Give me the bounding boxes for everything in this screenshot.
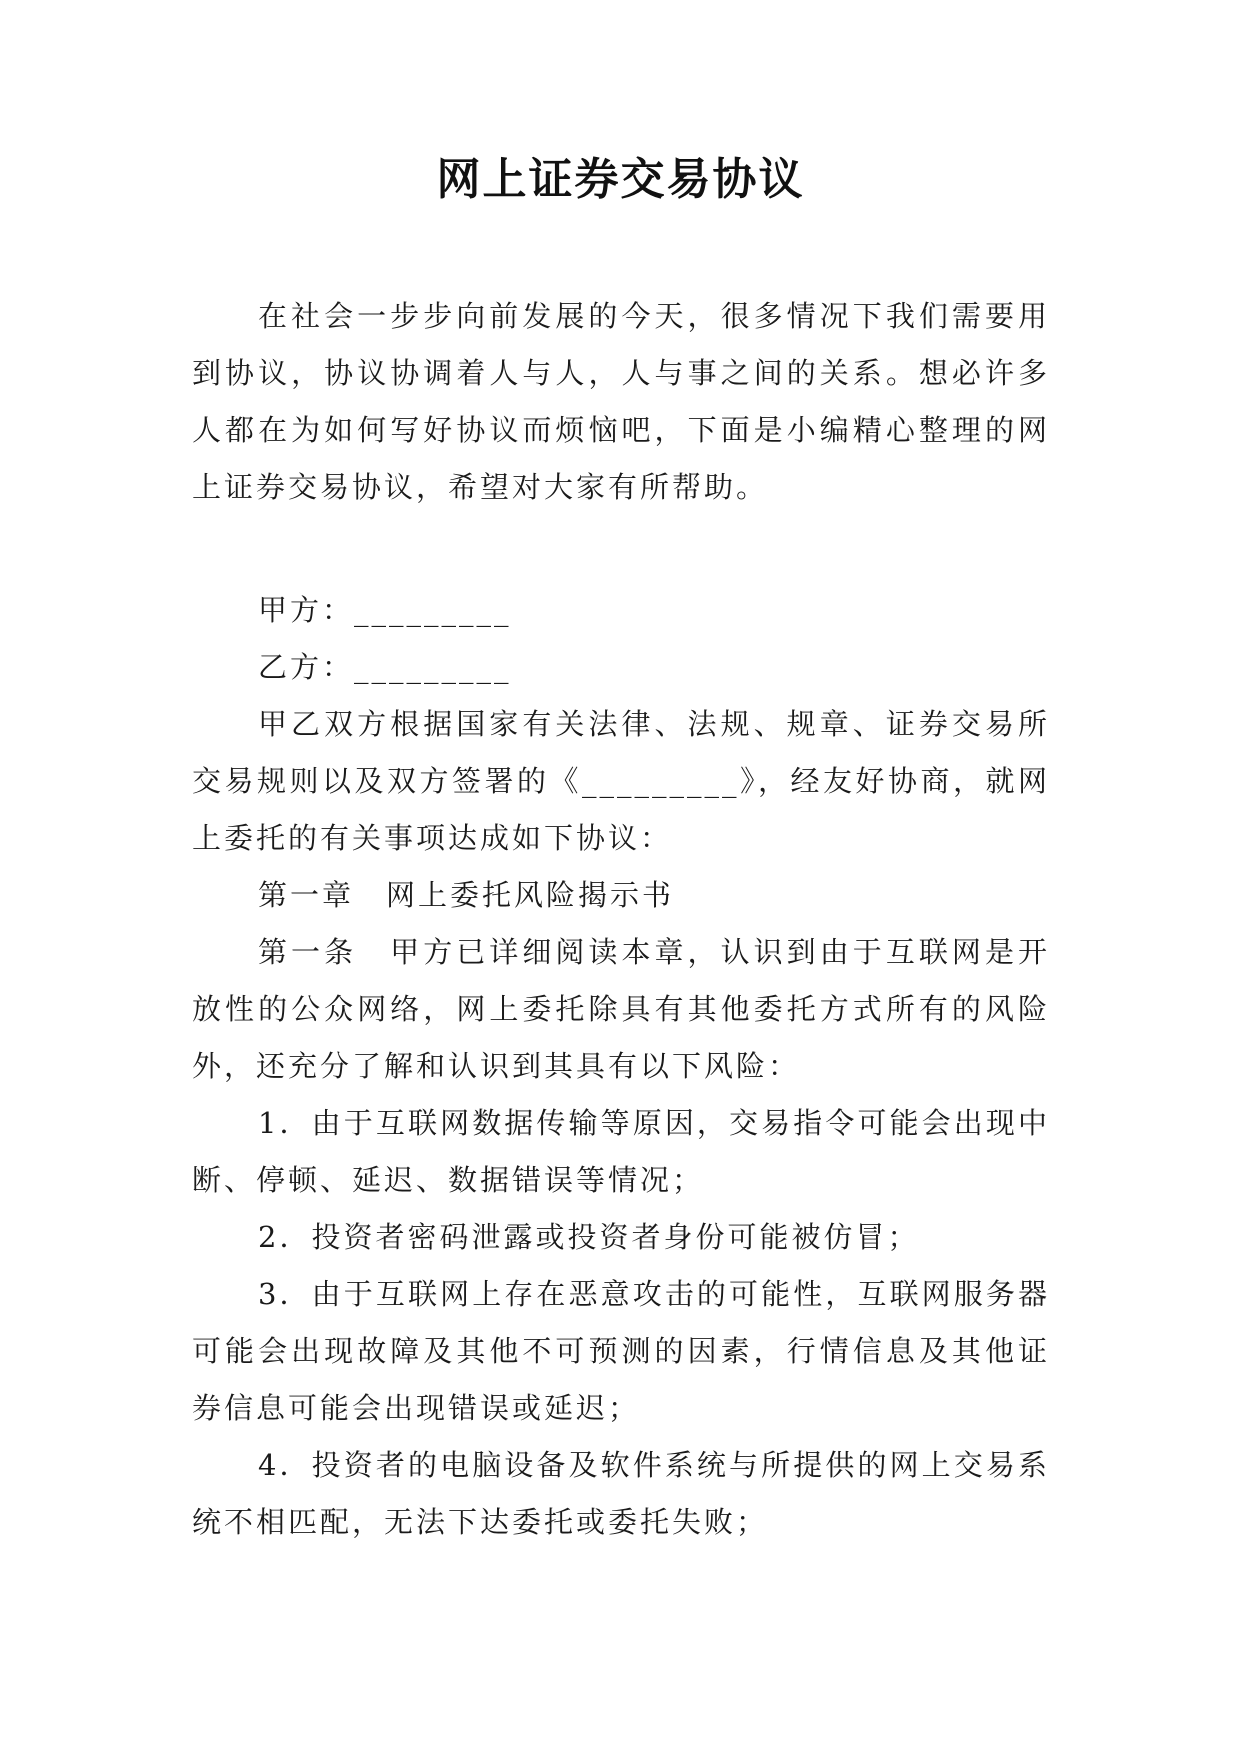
party-a-line: 甲方：_________ xyxy=(258,593,512,627)
risk-item: 2．投资者密码泄露或投资者身份可能被仿冒； xyxy=(258,1220,920,1254)
risk-item: 3．由于互联网上存在恶意攻击的可能性，互联网服务器可能会出现故障及其他不可预测的因素，行情信息及其他证券信息可能会出现错误或延迟； xyxy=(192,1277,1050,1425)
party-b-line: 乙方：_________ xyxy=(258,650,512,684)
document-title: 网上证券交易协议 xyxy=(436,154,805,205)
preamble-paragraph: 甲乙双方根据国家有关法律、法规、规章、证券交易所交易规则以及双方签署的《_________》，经友好协商，就网上委托的有关事项达成如下协议： xyxy=(192,707,1050,855)
risk-item: 4．投资者的电脑设备及软件系统与所提供的网上交易系统不相匹配，无法下达委托或委托失败； xyxy=(192,1448,1050,1539)
intro-paragraph: 在社会一步步向前发展的今天，很多情况下我们需要用到协议，协议协调着人与人，人与事之间的关系。想必许多人都在为如何写好协议而烦恼吧，下面是小编精心整理的网上证券交易协议，希望对大家有所帮助。 xyxy=(192,299,1050,504)
intro-section xyxy=(192,288,1050,516)
chapter-heading: 第一章 网上委托风险揭示书 xyxy=(258,878,675,912)
agreement-body xyxy=(192,582,1050,1551)
article-paragraph: 第一条 甲方已详细阅读本章，认识到由于互联网是开放性的公众网络，网上委托除具有其他委托方式所有的风险外，还充分了解和认识到其具有以下风险： xyxy=(192,935,1050,1083)
risk-item: 1．由于互联网数据传输等原因，交易指令可能会出现中断、停顿、延迟、数据错误等情况； xyxy=(192,1106,1050,1197)
